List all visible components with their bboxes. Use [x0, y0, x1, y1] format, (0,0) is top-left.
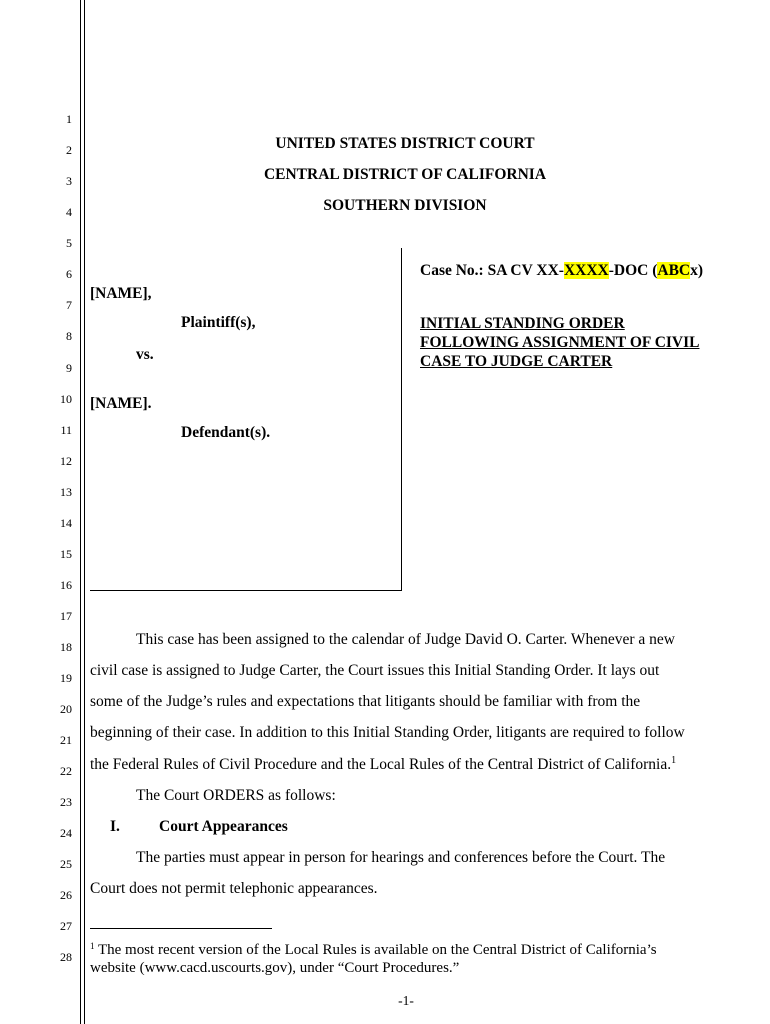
line-number: 20: [60, 702, 72, 716]
line-number: 1: [66, 112, 72, 126]
line-number: 14: [60, 516, 72, 530]
body-line-23: The Court ORDERS as follows:: [136, 787, 336, 804]
footnote-marker: 1: [90, 941, 95, 951]
plaintiff-label: Plaintiff(s),: [181, 314, 256, 331]
footnote-line-1: [90, 941, 730, 959]
margin-rule-inner: [84, 0, 85, 1024]
versus-label: vs.: [136, 346, 154, 363]
body-line-22: [90, 756, 676, 774]
defendant-name: [NAME].: [90, 395, 152, 412]
line-number: 12: [60, 454, 72, 468]
line-number: 13: [60, 485, 72, 499]
page-number: -1-: [398, 993, 414, 1008]
line-number: 24: [60, 826, 72, 840]
body-line-22-text: the Federal Rules of Civil Procedure and the Local Rules of the Central District of California.: [90, 756, 672, 773]
body-line-18: This case has been assigned to the calendar of Judge David O. Carter. Whenever a new: [136, 631, 676, 648]
order-title-line-2: FOLLOWING ASSIGNMENT OF CIVIL: [420, 334, 700, 351]
case-number-middle: -DOC (: [608, 262, 658, 279]
line-number: 9: [66, 361, 72, 375]
line-number: 27: [60, 919, 72, 933]
line-number: 15: [60, 547, 72, 561]
line-number: 11: [60, 423, 72, 437]
order-title-line-1: INITIAL STANDING ORDER: [420, 315, 625, 332]
footnote-text-1: The most recent version of the Local Rules is available on the Central District of California’s: [97, 942, 657, 958]
plaintiff-name: [NAME],: [90, 285, 152, 302]
line-number: 4: [66, 205, 72, 219]
line-number: 2: [66, 143, 72, 157]
caption-divider: [401, 248, 402, 591]
body-line-20: some of the Judge’s rules and expectations that litigants should be familiar with from the: [90, 693, 641, 710]
line-number: 26: [60, 888, 72, 902]
margin-rule-outer: [80, 0, 81, 1024]
line-number: 10: [60, 392, 72, 406]
footnote-separator: [90, 928, 272, 929]
district-name: CENTRAL DISTRICT OF CALIFORNIA: [263, 166, 547, 183]
line-number: 21: [60, 733, 72, 747]
defendant-label: Defendant(s).: [181, 424, 271, 441]
footnote-line-2: website (www.cacd.uscourts.gov), under “Court Procedures.”: [90, 960, 460, 976]
case-number: [420, 262, 703, 280]
line-number: 3: [66, 174, 72, 188]
footnote-reference: 1: [671, 754, 677, 766]
line-number: 22: [60, 764, 72, 778]
case-number-highlight: XXXX: [563, 262, 609, 279]
line-number: 19: [60, 671, 72, 685]
line-number: 8: [66, 329, 72, 343]
line-number: 25: [60, 857, 72, 871]
body-line-19: civil case is assigned to Judge Carter, the Court issues this Initial Standing Order. It lays out: [90, 662, 660, 679]
line-number: 18: [60, 640, 72, 654]
court-name: UNITED STATES DISTRICT COURT: [275, 135, 535, 152]
line-number: 5: [66, 236, 72, 250]
line-number: 28: [60, 950, 72, 964]
body-line-26: Court does not permit telephonic appearances.: [90, 880, 378, 897]
division-name: SOUTHERN DIVISION: [323, 197, 487, 214]
body-line-21: beginning of their case. In addition to this Initial Standing Order, litigants are required to follow: [90, 724, 685, 741]
line-number: 17: [60, 609, 72, 623]
line-number: 16: [60, 578, 72, 592]
line-number: 7: [66, 298, 72, 312]
case-number-prefix: Case No.: SA CV XX-: [420, 262, 564, 279]
body-line-25: The parties must appear in person for hearings and conferences before the Court. The: [136, 849, 666, 866]
case-number-suffix: x): [690, 262, 704, 279]
order-title-line-3: CASE TO JUDGE CARTER: [420, 353, 613, 370]
section-number: I.: [110, 818, 120, 835]
line-number: 23: [60, 795, 72, 809]
line-number: 6: [66, 267, 72, 281]
caption-bottom-rule: [90, 590, 402, 591]
judge-initials-highlight: ABC: [657, 262, 691, 279]
section-heading: Court Appearances: [159, 818, 288, 835]
